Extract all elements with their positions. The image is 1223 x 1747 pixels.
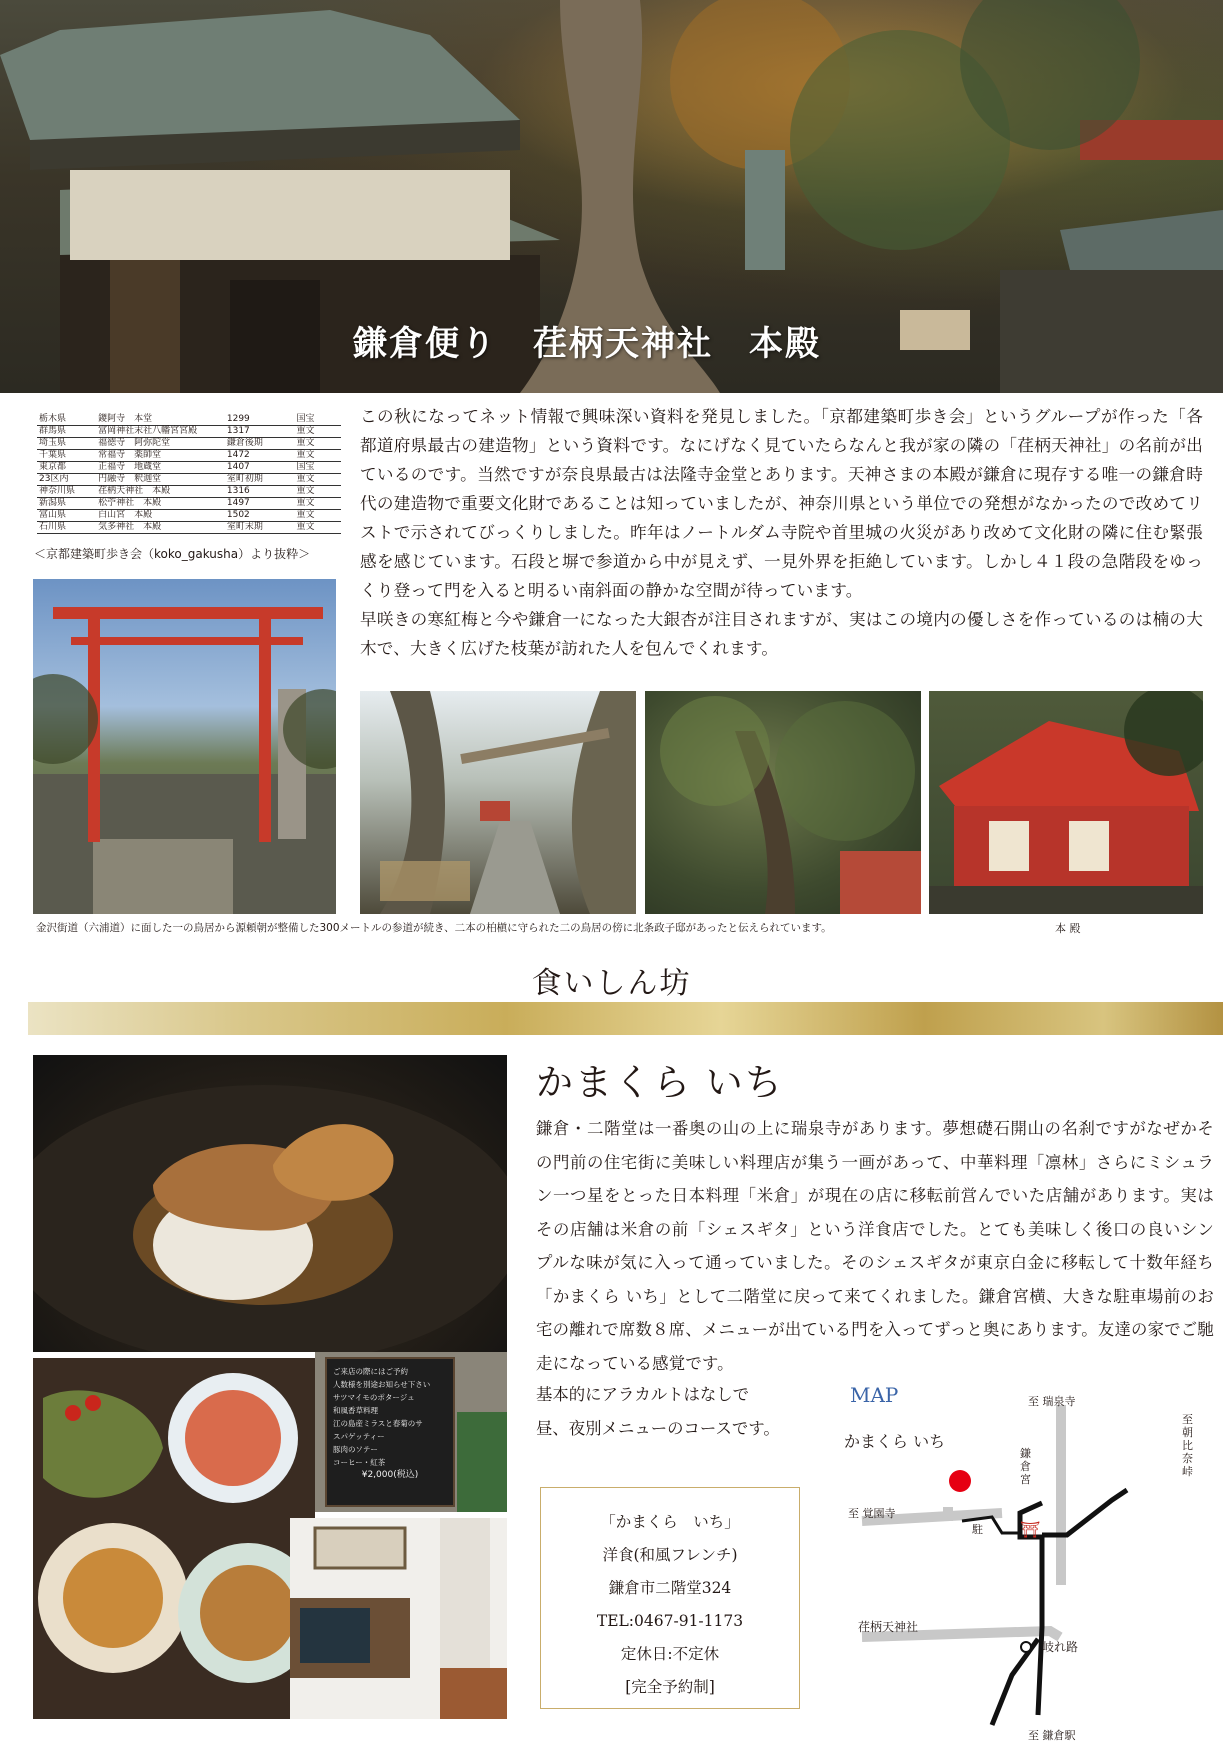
status-cell: 重文 bbox=[295, 426, 341, 438]
building-cell: 円融寺 釈迦堂 bbox=[96, 474, 225, 486]
registry-row bbox=[37, 498, 341, 510]
gold-divider bbox=[28, 1002, 1223, 1035]
map-label-asahina: 至朝比奈峠 bbox=[1182, 1413, 1193, 1478]
prefecture-cell: 栃木県 bbox=[37, 414, 96, 426]
chalkboard-line: 和風香草料理 bbox=[333, 1406, 378, 1415]
course-note: 基本的にアラカルトはなしで 昼、夜別メニューのコースです。 bbox=[536, 1385, 780, 1438]
registry-row bbox=[37, 450, 341, 462]
camphor-tree-photo bbox=[645, 691, 921, 914]
honden-photo bbox=[929, 691, 1203, 914]
status-cell: 重文 bbox=[295, 474, 341, 486]
chalkboard-line: ご来店の際にはご予約 bbox=[333, 1367, 408, 1376]
status-cell: 重文 bbox=[295, 498, 341, 510]
prefecture-cell: 23区内 bbox=[37, 474, 96, 486]
sando-path-photo bbox=[360, 691, 636, 914]
building-cell: 富岡神社末社八幡宮宮殿 bbox=[96, 426, 225, 438]
status-cell: 重文 bbox=[295, 486, 341, 498]
year-cell: 1317 bbox=[225, 426, 295, 438]
map-label-station: 至 鎌倉駅 bbox=[1028, 1729, 1076, 1742]
prefecture-cell: 新潟県 bbox=[37, 498, 96, 510]
registry-caption: ＜京都建築町歩き会（koko_gakusha）より抜粋＞ bbox=[34, 547, 311, 561]
map-label-parking: 駐 bbox=[972, 1523, 983, 1536]
prefecture-cell: 千葉県 bbox=[37, 450, 96, 462]
restaurant-info-box bbox=[540, 1487, 800, 1709]
map-label-zuisenji: 至 瑞泉寺 bbox=[1028, 1395, 1076, 1408]
chalkboard-line: スパゲッティー bbox=[333, 1432, 385, 1441]
registry-row bbox=[37, 438, 341, 450]
intro-text: この秋になってネット情報で興味深い資料を発見しました。「京都建築町歩き会」というグループが作った「各都道府県最古の建造物」という資料です。なにげなく見ていたらなんと我が家の隣の「荏柄天神社」の名前が出ているのです。当然ですが奈良県最古は法隆寺金堂とあります。天神さまの本殿が鎌倉に現存する唯一の鎌倉時代の建造物で重要文化財であることは知っていましたが、神奈川県という単位での発想がなかったので改めてリストで示されてびっくりしました。昨年はノートルダム寺院や首里城の火災があり改めて文化財の隣に住む緊張感を感じています。石段と塀で参道から中が見えず、一見外界を拒絶しています。しかし４１段の急階段をゆっくり登って門を入ると明るい南斜面の静かな空間が待っています。 早咲きの寒紅梅と今や鎌倉一になった大銀杏が注目されますが、実はこの境内の優しさを作っているのは楠の大木で、大きく広げた枝葉が訪れた人を包んでくれます。 bbox=[360, 407, 1203, 658]
prefecture-cell: 神奈川県 bbox=[37, 486, 96, 498]
interior-photo bbox=[290, 1518, 507, 1719]
info-genre: 洋食(和風フレンチ) bbox=[602, 1546, 738, 1564]
photo-caption-honden: 本 殿 bbox=[1055, 922, 1081, 935]
restaurant-name: かまくら いち bbox=[536, 1061, 784, 1104]
registry-row bbox=[37, 510, 341, 522]
registry-row bbox=[37, 486, 341, 498]
torii-photo bbox=[33, 579, 336, 914]
year-cell: 1472 bbox=[225, 450, 295, 462]
map-label-kamakuragu: 鎌倉宮 bbox=[1020, 1447, 1031, 1486]
status-cell: 重文 bbox=[295, 510, 341, 522]
chalkboard-line: サツマイモのポタージュ bbox=[333, 1393, 415, 1402]
prefecture-cell: 東京都 bbox=[37, 462, 96, 474]
menu-board-photo bbox=[315, 1352, 507, 1512]
year-cell: 1502 bbox=[225, 510, 295, 522]
info-closed: 定休日:不定休 bbox=[620, 1645, 720, 1663]
prefecture-cell: 群馬県 bbox=[37, 426, 96, 438]
map-shop-label: かまくら いち bbox=[844, 1432, 946, 1451]
registry-table bbox=[37, 414, 341, 534]
building-cell: 荏柄天神社 本殿 bbox=[96, 486, 225, 498]
section-title: 食いしん坊 bbox=[531, 966, 692, 1001]
building-cell: 正福寺 地蔵堂 bbox=[96, 462, 225, 474]
building-cell: 松苧神社 本殿 bbox=[96, 498, 225, 510]
dish-photo bbox=[33, 1055, 507, 1352]
status-cell: 重文 bbox=[295, 450, 341, 462]
building-cell: 福徳寺 阿弥陀堂 bbox=[96, 438, 225, 450]
year-cell: 1316 bbox=[225, 486, 295, 498]
info-name: 「かまくら いち」 bbox=[600, 1513, 740, 1531]
chalkboard-line: 豚肉のソテー bbox=[333, 1445, 378, 1454]
prefecture-cell: 石川県 bbox=[37, 522, 96, 534]
chalkboard-line: 人数様を別途お知らせ下さい bbox=[333, 1380, 431, 1389]
chalkboard-line: コーヒー・紅茶 bbox=[333, 1458, 386, 1467]
chalkboard-price: ¥2,000(税込) bbox=[361, 1470, 419, 1480]
building-cell: 常福寺 薬師堂 bbox=[96, 450, 225, 462]
year-cell: 1299 bbox=[225, 414, 295, 426]
appetizer-photo bbox=[33, 1358, 315, 1719]
building-cell: 白山宮 本殿 bbox=[96, 510, 225, 522]
info-address: 鎌倉市二階堂324 bbox=[608, 1579, 732, 1597]
status-cell: 重文 bbox=[295, 438, 341, 450]
registry-row bbox=[37, 426, 341, 438]
registry-row bbox=[37, 474, 341, 486]
hero-title: 鎌倉便り 荏柄天神社 本殿 bbox=[353, 324, 821, 364]
status-cell: 国宝 bbox=[295, 462, 341, 474]
map-label-egara: 荏柄天神社 bbox=[858, 1620, 919, 1634]
year-cell: 1407 bbox=[225, 462, 295, 474]
registry-row bbox=[37, 462, 341, 474]
building-cell: 気多神社 本殿 bbox=[96, 522, 225, 534]
prefecture-cell: 富山県 bbox=[37, 510, 96, 522]
info-tel: TEL:0467-91-1173 bbox=[596, 1612, 744, 1630]
year-cell: 室町初期 bbox=[225, 474, 295, 486]
access-map bbox=[842, 1385, 1223, 1747]
chalkboard-line: 江の島産ミラスと春菊のサ bbox=[333, 1419, 423, 1428]
registry-row bbox=[37, 522, 341, 534]
photo-caption-sando: 金沢街道（六浦道）に面した一の鳥居から源頼朝が整備した300メートルの参道が続き、二本の柏槇に守られた二の鳥居の傍に北条政子邸があったと伝えられています。 bbox=[36, 922, 832, 934]
info-reservation: [完全予約制] bbox=[625, 1678, 715, 1696]
status-cell: 重文 bbox=[295, 522, 341, 534]
year-cell: 鎌倉後期 bbox=[225, 438, 295, 450]
restaurant-description: 鎌倉・二階堂は一番奥の山の上に瑞泉寺があります。夢想礎石開山の名刹ですがなぜかその門前の住宅街に美味しい料理店が集う一画があって、中華料理「凛林」さらにミシュラン一つ星をとった日本料理「米倉」が現在の店に移転前営んでいた店舗があります。実はその店舗は米倉の前「シェスギタ」という洋食店でした。とても美味しく後口の良いシンプルな味が気に入って通っていました。そのシェスギタが東京白金に移転して十数年経ち「かまくら いち」として二階堂に戻って来てくれました。鎌倉宮横、大きな駐車場前のお宅の離れで席数８席、メニューが出ている門を入ってずっと奥にあります。友達の家でご馳走になっている感覚です。 bbox=[536, 1119, 1214, 1373]
year-cell: 1497 bbox=[225, 498, 295, 510]
building-cell: 鑁阿寺 本堂 bbox=[96, 414, 225, 426]
map-label-kakuonji: 至 覚園寺 bbox=[848, 1507, 896, 1520]
registry-row bbox=[37, 414, 341, 426]
year-cell: 室町末期 bbox=[225, 522, 295, 534]
map-label-wakare: 岐れ路 bbox=[1042, 1640, 1079, 1654]
svg-text:⛩: ⛩ bbox=[1020, 1520, 1041, 1539]
map-heading: MAP bbox=[850, 1383, 899, 1407]
status-cell: 国宝 bbox=[295, 414, 341, 426]
prefecture-cell: 埼玉県 bbox=[37, 438, 96, 450]
hero-photo bbox=[0, 0, 1223, 393]
